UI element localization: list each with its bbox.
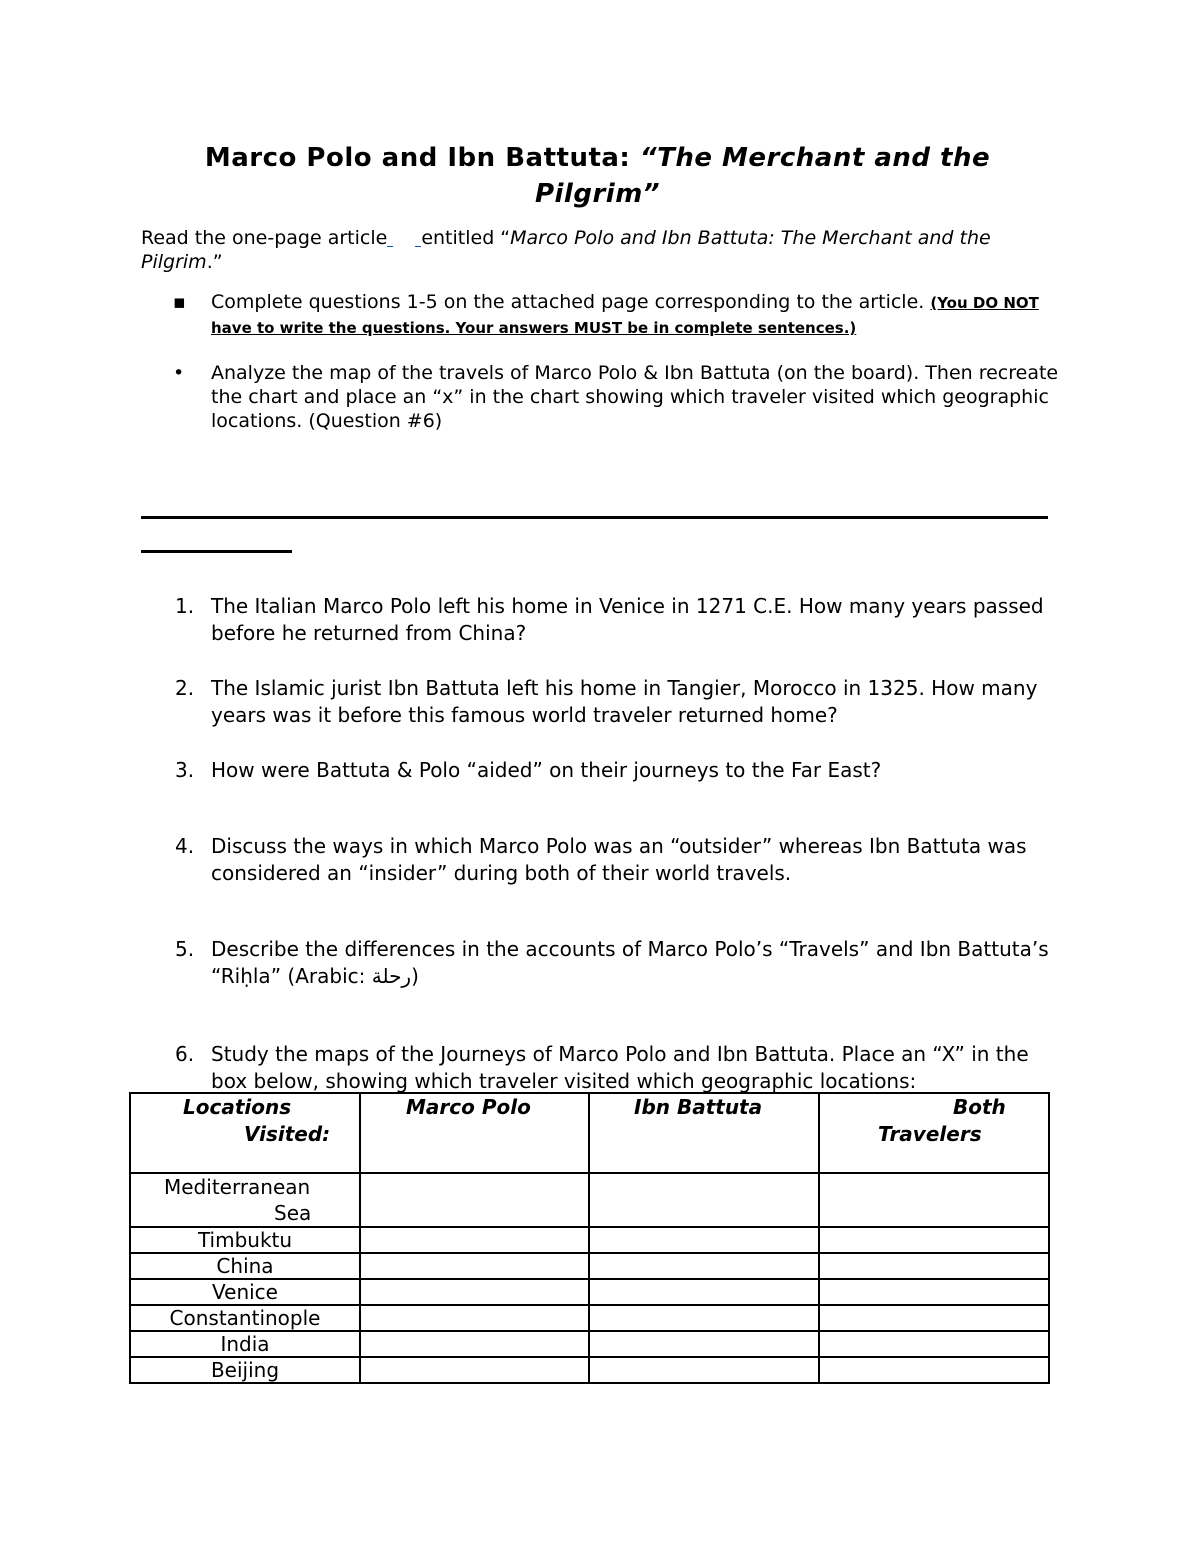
location-name: Mediterranean: [164, 1175, 311, 1199]
location-cell: Beijing: [130, 1357, 360, 1383]
blank-underline: [387, 228, 393, 247]
location-cell: India: [130, 1331, 360, 1357]
instruction-bullet: [173, 361, 1061, 433]
table-row: [130, 1227, 1049, 1253]
table-row: [130, 1331, 1049, 1357]
instruction-bullet: [173, 290, 1046, 340]
marco-polo-checkbox-cell[interactable]: [360, 1279, 589, 1305]
location-cell: China: [130, 1253, 360, 1279]
table-row: [130, 1305, 1049, 1331]
marco-polo-checkbox-cell[interactable]: [360, 1357, 589, 1383]
question-number: 4.: [175, 834, 195, 858]
question-text: Discuss the ways in which Marco Polo was an “outsider” whereas Ibn Battuta was considered an “insider” during both of their world travels.: [211, 834, 1027, 885]
round-bullet-icon: •: [173, 362, 185, 384]
intro-paragraph: [141, 226, 1051, 274]
bullet-text: Complete questions 1-5 on the attached page corresponding to the article.: [211, 291, 931, 313]
both-travelers-checkbox-cell[interactable]: [819, 1331, 1049, 1357]
question-item: [175, 936, 1061, 990]
header-ibn-battuta-label: Ibn Battuta: [634, 1095, 763, 1119]
table-header-row: [130, 1093, 1049, 1173]
both-travelers-checkbox-cell[interactable]: [819, 1279, 1049, 1305]
page-title: [130, 140, 1065, 212]
header-locations-line2: Visited:: [244, 1122, 331, 1146]
ibn-battuta-checkbox-cell[interactable]: [589, 1253, 819, 1279]
marco-polo-checkbox-cell[interactable]: [360, 1331, 589, 1357]
marco-polo-checkbox-cell[interactable]: [360, 1227, 589, 1253]
table-row: [130, 1279, 1049, 1305]
header-both-line2: Travelers: [878, 1122, 982, 1146]
locations-table: [129, 1092, 1050, 1384]
table-row: [130, 1173, 1049, 1227]
question-number: 2.: [175, 676, 195, 700]
marco-polo-checkbox-cell[interactable]: [360, 1253, 589, 1279]
header-both-travelers: [819, 1093, 1049, 1173]
location-cell: Timbuktu: [130, 1227, 360, 1253]
both-travelers-checkbox-cell[interactable]: [819, 1305, 1049, 1331]
question-text: The Islamic jurist Ibn Battuta left his home in Tangier, Morocco in 1325. How many years was it before this famous world traveler returned home?: [211, 676, 1038, 727]
bullet-note: (You DO NOT have to write the questions. Your answers MUST be in complete sentences.): [211, 294, 1039, 337]
both-travelers-checkbox-cell[interactable]: [819, 1227, 1049, 1253]
title-plain: Marco Polo and Ibn Battuta:: [204, 143, 640, 173]
question-item: [175, 833, 1061, 887]
location-cell: [130, 1173, 360, 1227]
question-number: 5.: [175, 937, 195, 961]
title-italic-line2: Pilgrim”: [534, 179, 661, 209]
header-both-line1: Both: [953, 1095, 1006, 1119]
question-text: The Italian Marco Polo left his home in Venice in 1271 C.E. How many years passed before he returned from China?: [211, 594, 1044, 645]
question-text: Describe the differences in the accounts of Marco Polo’s “Travels” and Ibn Battuta’s “Riḥla” (Arabic: رحلة): [211, 937, 1049, 988]
marco-polo-checkbox-cell[interactable]: [360, 1305, 589, 1331]
question-text: How were Battuta & Polo “aided” on their journeys to the Far East?: [211, 758, 882, 782]
location-name-line2: Sea: [274, 1201, 312, 1225]
marco-polo-checkbox-cell[interactable]: [360, 1173, 589, 1227]
horizontal-rule: [141, 550, 292, 553]
title-italic-line1: “The Merchant and the: [639, 143, 991, 173]
question-text: Study the maps of the Journeys of Marco Polo and Ibn Battuta. Place an “X” in the box below, showing which traveler visited which geographic locations:: [211, 1042, 1029, 1093]
intro-mid: entitled “: [421, 227, 511, 249]
ibn-battuta-checkbox-cell[interactable]: [589, 1305, 819, 1331]
question-item: [175, 593, 1061, 647]
table-row: [130, 1253, 1049, 1279]
intro-suffix: .”: [206, 251, 223, 273]
both-travelers-checkbox-cell[interactable]: [819, 1173, 1049, 1227]
header-marco-polo: [360, 1093, 589, 1173]
question-number: 6.: [175, 1042, 195, 1066]
both-travelers-checkbox-cell[interactable]: [819, 1357, 1049, 1383]
location-cell: Constantinople: [130, 1305, 360, 1331]
question-number: 3.: [175, 758, 195, 782]
location-cell: Venice: [130, 1279, 360, 1305]
ibn-battuta-checkbox-cell[interactable]: [589, 1279, 819, 1305]
header-locations: [130, 1093, 360, 1173]
question-item: [175, 675, 1061, 729]
horizontal-rule: [141, 516, 1048, 519]
bullet-text: Analyze the map of the travels of Marco Polo & Ibn Battuta (on the board). Then recreate the chart and place an “x” in the chart showing which traveler visited which geographic locations. (Question #6): [211, 362, 1059, 432]
intro-article-title: Marco Polo and Ibn Battuta: The Merchant and the Pilgrim: [141, 227, 991, 273]
table-row: [130, 1357, 1049, 1383]
ibn-battuta-checkbox-cell[interactable]: [589, 1227, 819, 1253]
question-item: [175, 1041, 1061, 1095]
question-item: [175, 757, 1061, 784]
intro-prefix: Read the one-page article: [141, 227, 388, 249]
question-number: 1.: [175, 594, 195, 618]
header-ibn-battuta: [589, 1093, 819, 1173]
header-marco-polo-label: Marco Polo: [406, 1095, 531, 1119]
header-locations-line1: Locations: [183, 1095, 292, 1119]
ibn-battuta-checkbox-cell[interactable]: [589, 1357, 819, 1383]
both-travelers-checkbox-cell[interactable]: [819, 1253, 1049, 1279]
ibn-battuta-checkbox-cell[interactable]: [589, 1331, 819, 1357]
square-bullet-icon: ▪: [173, 291, 186, 313]
ibn-battuta-checkbox-cell[interactable]: [589, 1173, 819, 1227]
